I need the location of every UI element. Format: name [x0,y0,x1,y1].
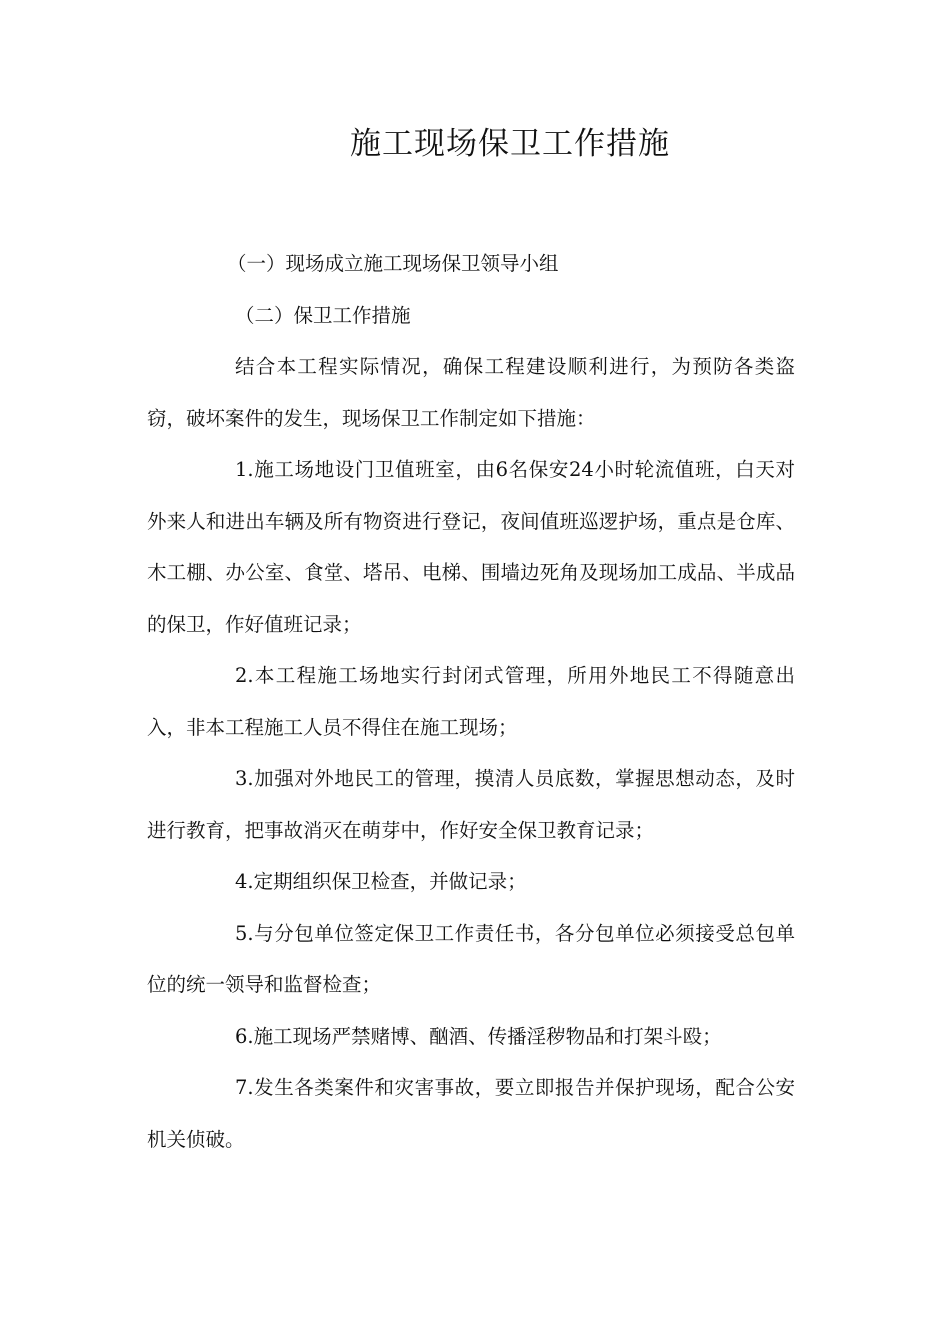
measure-item-3: 3.加强对外地民工的管理，摸清人员底数，掌握思想动态，及时进行教育，把事故消灭在萌芽中，作好安全保卫教育记录； [147,767,795,842]
document-body [147,238,795,1165]
measure-item-5: 5.与分包单位签定保卫工作责任书，各分包单位必须接受总包单位的统一领导和监督检查； [147,921,795,996]
measure-item-2: 2.本工程施工场地实行封闭式管理，所用外地民工不得随意出入，非本工程施工人员不得住在施工现场； [147,664,795,739]
measure-item-7: 7.发生各类案件和灾害事故，要立即报告并保护现场，配合公安机关侦破。 [147,1076,795,1151]
document-title: 施工现场保卫工作措施 [350,126,670,162]
measure-item-4: 4.定期组织保卫检查，并做记录； [235,870,527,893]
intro-paragraph: 结合本工程实际情况，确保工程建设顺利进行，为预防各类盗窃，破坏案件的发生，现场保卫工作制定如下措施： [147,355,795,430]
measure-item-1: 1.施工场地设门卫值班室，由6名保安24小时轮流值班，白天对外来人和进出车辆及所有物资进行登记，夜间值班巡逻护场，重点是仓库、木工棚、办公室、食堂、塔吊、电梯、围墙边死角及现场加工成品、半成品的保卫，作好值班记录； [147,458,795,636]
measure-item-6: 6.施工现场严禁赌博、酗酒、传播淫秽物品和打架斗殴； [235,1024,722,1048]
section-heading-1: （一）现场成立施工现场保卫领导小组 [227,252,559,275]
section-heading-2: （二）保卫工作措施 [235,303,411,327]
